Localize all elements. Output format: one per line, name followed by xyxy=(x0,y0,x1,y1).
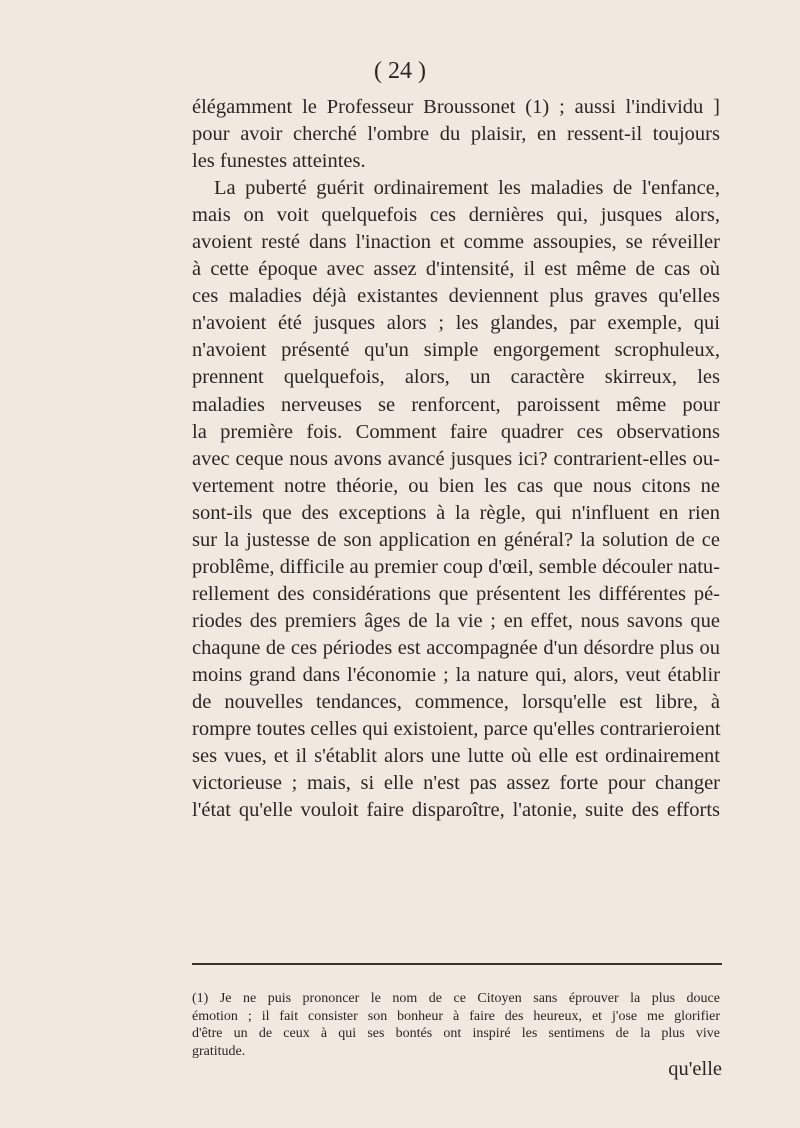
body-line: n'avoient été jusques alors ; les glandes, par exemple, qui xyxy=(192,312,720,335)
footnote-line: (1) Je ne puis prononcer le nom de ce Citoyen sans éprouver la plus douce xyxy=(192,991,720,1006)
body-line: pour avoir cherché l'ombre du plaisir, en ressent-il toujours xyxy=(192,123,720,146)
body-line: riodes des premiers âges de la vie ; en effet, nous savons que xyxy=(192,609,720,632)
footnote-line: d'être un de ceux à qui ses bontés ont inspiré les sentimens de la plus vive xyxy=(192,1026,720,1042)
page-number: ( 24 ) xyxy=(374,58,426,84)
body-line: La puberté guérit ordinairement les maladies de l'enfance, xyxy=(214,177,720,200)
body-text xyxy=(192,94,720,824)
body-line: avoient resté dans l'inaction et comme assoupies, se réveiller xyxy=(192,231,720,254)
body-line: ses vues, et il s'établit alors une lutte où elle est ordinairement xyxy=(192,745,720,768)
body-line: problême, difficile au premier coup d'œil, semble découler natu- xyxy=(192,555,720,578)
footnote-divider xyxy=(192,963,722,965)
body-line: avec ceque nous avons avancé jusques ici? contrarient-elles ou- xyxy=(192,447,720,470)
catchword: qu'elle xyxy=(668,1058,722,1080)
body-line: l'état qu'elle vouloit faire disparoître, l'atonie, suite des efforts xyxy=(192,799,720,822)
body-line: rellement des considérations que présentent les différentes pé- xyxy=(192,582,720,605)
body-line: prennent quelquefois, alors, un caractère skirreux, les xyxy=(192,366,720,389)
body-line: sur la justesse de son application en général? la solution de ce xyxy=(192,528,720,551)
footnote xyxy=(192,990,720,1061)
body-line: ces maladies déjà existantes deviennent plus graves qu'elles xyxy=(192,285,720,308)
body-line: vertement notre théorie, ou bien les cas que nous citons ne xyxy=(192,474,720,497)
body-line: élégamment le Professeur Broussonet (1) ; aussi l'individu ] xyxy=(192,96,720,118)
body-line: moins grand dans l'économie ; la nature qui, alors, veut établir xyxy=(192,663,720,686)
body-line: les funestes atteintes. xyxy=(192,150,366,173)
body-line: à cette époque avec assez d'intensité, il est même de cas où xyxy=(192,258,720,281)
body-line: la première fois. Comment faire quadrer ces observations xyxy=(192,420,720,443)
body-line: victorieuse ; mais, si elle n'est pas assez forte pour changer xyxy=(192,772,720,795)
body-line: sont-ils que des exceptions à la règle, qui n'influent en rien xyxy=(192,501,720,524)
body-line: maladies nerveuses se renforcent, paroissent même pour xyxy=(192,393,720,416)
body-line: mais on voit quelquefois ces dernières qui, jusques alors, xyxy=(192,204,720,227)
body-line: n'avoient présenté qu'un simple engorgement scrophuleux, xyxy=(192,339,720,362)
footnote-line: émotion ; il fait consister son bonheur à faire des heureux, et j'ose me glorifier xyxy=(192,1008,720,1024)
body-line: de nouvelles tendances, commence, lorsqu'elle est libre, à xyxy=(192,691,720,714)
footnote-line: gratitude. xyxy=(192,1044,246,1060)
body-line: chaqune de ces périodes est accompagnée d'un désordre plus ou xyxy=(192,636,720,659)
body-line: rompre toutes celles qui existoient, parce qu'elles contrarieroient xyxy=(192,718,721,741)
